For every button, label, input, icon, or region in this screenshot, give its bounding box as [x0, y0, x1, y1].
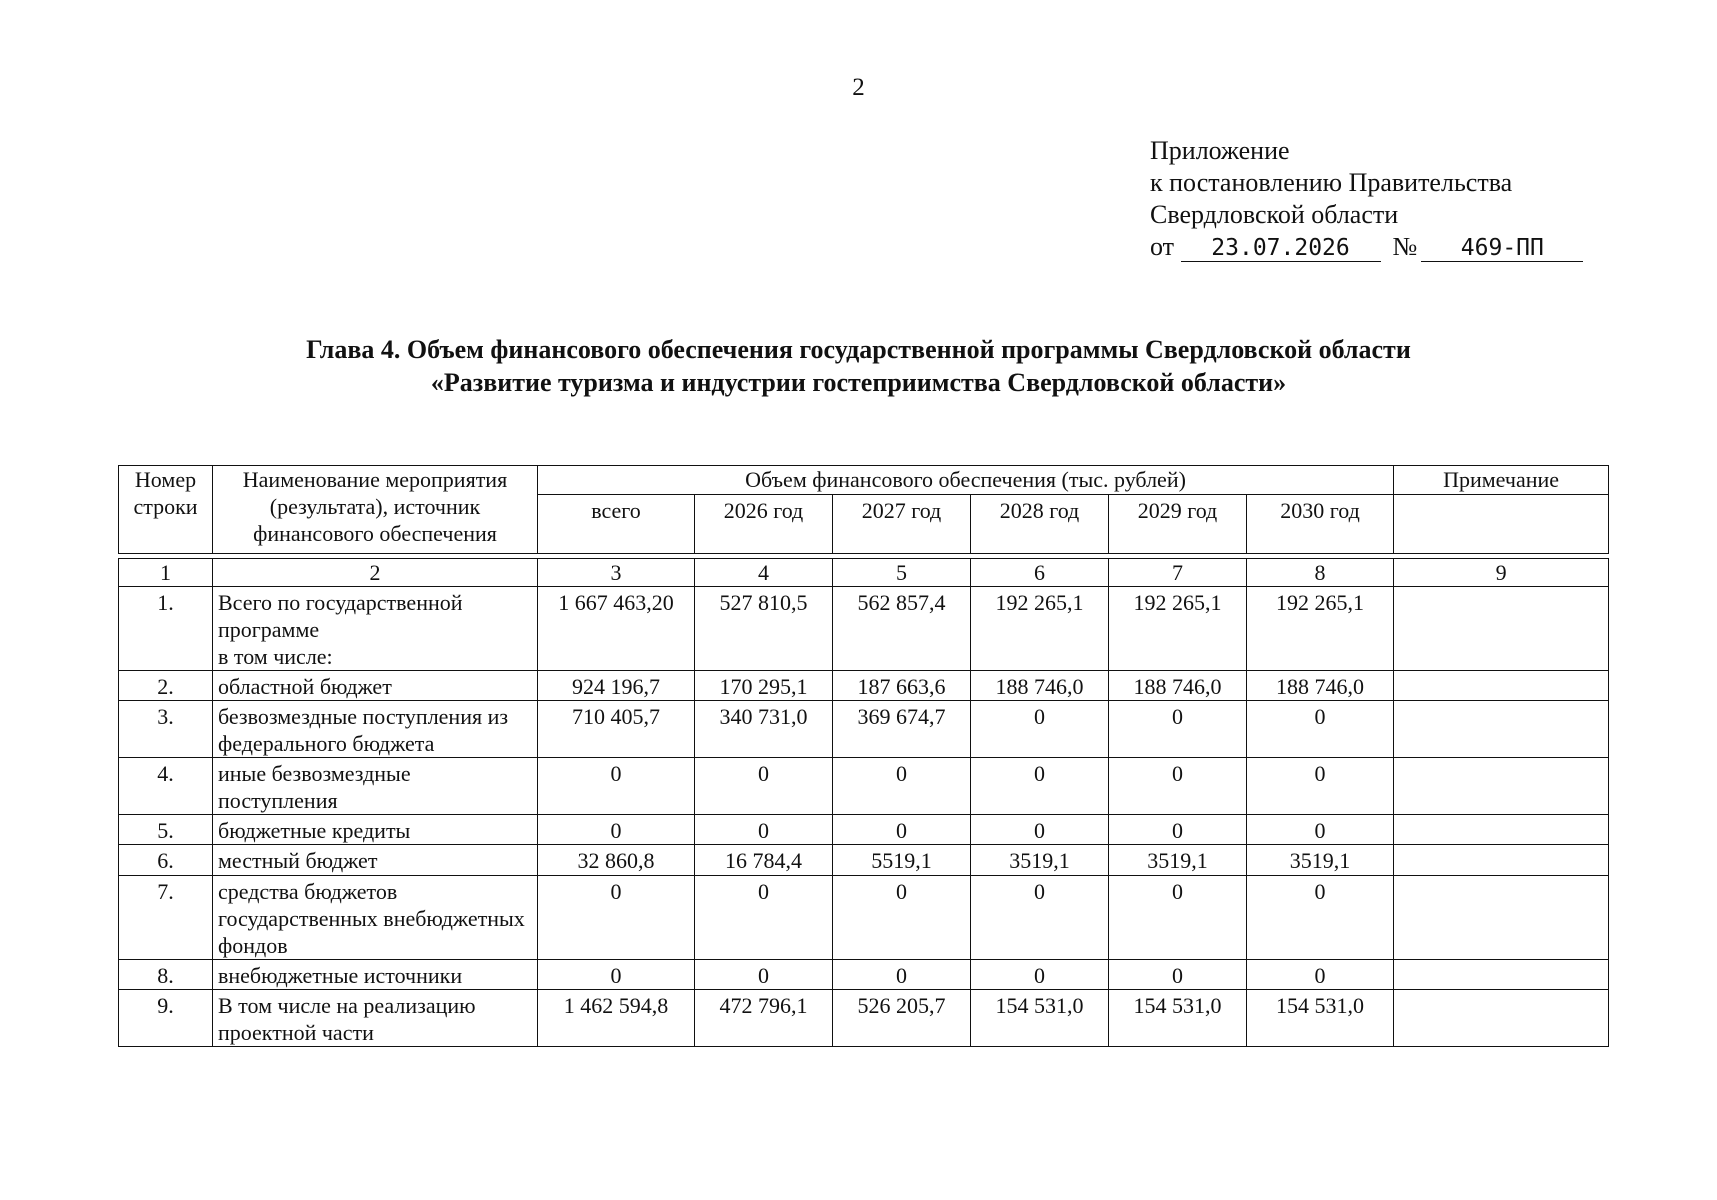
note-cell — [1394, 845, 1609, 876]
total-cell: 0 — [538, 758, 695, 815]
row-name-cell: иные безвозмездные поступления — [213, 758, 538, 815]
row-name-cell: бюджетные кредиты — [213, 815, 538, 845]
note-cell — [1394, 758, 1609, 815]
year-2028-cell: 0 — [971, 815, 1109, 845]
row-number-cell: 5. — [119, 815, 213, 845]
table-row — [119, 671, 1609, 701]
year-2029-cell: 0 — [1109, 815, 1247, 845]
year-2028-cell: 0 — [971, 758, 1109, 815]
table-row — [119, 587, 1609, 671]
note-cell — [1394, 990, 1609, 1047]
row-number-cell: 3. — [119, 701, 213, 758]
year-2030-cell: 188 746,0 — [1247, 671, 1394, 701]
year-2029-cell: 0 — [1109, 701, 1247, 758]
decree-date: 23.07.2026 — [1181, 235, 1381, 262]
row-name-cell: местный бюджет — [213, 845, 538, 876]
note-cell — [1394, 587, 1609, 671]
row-number-cell: 7. — [119, 876, 213, 960]
financing-table — [118, 465, 1609, 1047]
year-2030-cell: 192 265,1 — [1247, 587, 1394, 671]
approval-date-line — [1150, 231, 1583, 263]
approval-line-3: Свердловской области — [1150, 200, 1399, 229]
total-cell: 32 860,8 — [538, 845, 695, 876]
year-2029-cell: 0 — [1109, 960, 1247, 990]
table-row — [119, 815, 1609, 845]
year-2029-cell: 0 — [1109, 758, 1247, 815]
year-2026-cell: 0 — [695, 960, 833, 990]
year-2030-cell: 0 — [1247, 758, 1394, 815]
year-2028-cell: 188 746,0 — [971, 671, 1109, 701]
year-2026-cell: 0 — [695, 876, 833, 960]
year-2029-cell: 188 746,0 — [1109, 671, 1247, 701]
year-2027-cell: 0 — [833, 815, 971, 845]
column-number: 6 — [971, 559, 1109, 587]
year-2026-cell: 0 — [695, 815, 833, 845]
header-name: Наименование мероприятия (результата), источник финансового обеспечения — [213, 466, 538, 554]
row-name-cell: безвозмездные поступления из федерального бюджета — [213, 701, 538, 758]
year-2029-cell: 3519,1 — [1109, 845, 1247, 876]
total-cell: 924 196,7 — [538, 671, 695, 701]
year-2027-cell: 0 — [833, 960, 971, 990]
year-2029-cell: 192 265,1 — [1109, 587, 1247, 671]
note-cell — [1394, 671, 1609, 701]
year-2026-cell: 340 731,0 — [695, 701, 833, 758]
column-number: 2 — [213, 559, 538, 587]
note-cell — [1394, 815, 1609, 845]
column-number: 1 — [119, 559, 213, 587]
column-numbering-row — [119, 559, 1609, 587]
year-2027-cell: 187 663,6 — [833, 671, 971, 701]
year-2030-cell: 3519,1 — [1247, 845, 1394, 876]
total-cell: 1 667 463,20 — [538, 587, 695, 671]
note-cell — [1394, 876, 1609, 960]
total-cell: 710 405,7 — [538, 701, 695, 758]
table-row — [119, 960, 1609, 990]
year-2029-cell: 154 531,0 — [1109, 990, 1247, 1047]
title-line-1: Глава 4. Объем финансового обеспечения государственной программы Свердловской области — [306, 335, 1411, 364]
year-2026-cell: 472 796,1 — [695, 990, 833, 1047]
row-number-cell: 6. — [119, 845, 213, 876]
row-name-cell: В том числе на реализацию проектной части — [213, 990, 538, 1047]
table-row — [119, 845, 1609, 876]
header-2026: 2026 год — [695, 495, 833, 554]
header-2029: 2029 год — [1109, 495, 1247, 554]
date-prefix: от — [1150, 232, 1175, 261]
year-2027-cell: 0 — [833, 876, 971, 960]
title-line-2: «Развитие туризма и индустрии гостеприимства Свердловской области» — [430, 368, 1287, 397]
header-row-number: Номер строки — [119, 466, 213, 554]
header-note: Примечание — [1394, 466, 1609, 495]
year-2026-cell: 170 295,1 — [695, 671, 833, 701]
header-2027: 2027 год — [833, 495, 971, 554]
year-2029-cell: 0 — [1109, 876, 1247, 960]
row-number-cell: 9. — [119, 990, 213, 1047]
table-row — [119, 876, 1609, 960]
row-number-cell: 8. — [119, 960, 213, 990]
year-2027-cell: 5519,1 — [833, 845, 971, 876]
header-total: всего — [538, 495, 695, 554]
year-2026-cell: 0 — [695, 758, 833, 815]
approval-block — [1150, 135, 1583, 263]
year-2028-cell: 154 531,0 — [971, 990, 1109, 1047]
year-2028-cell: 0 — [971, 876, 1109, 960]
header-2028: 2028 год — [971, 495, 1109, 554]
total-cell: 0 — [538, 815, 695, 845]
column-number: 4 — [695, 559, 833, 587]
row-number-cell: 2. — [119, 671, 213, 701]
row-number-cell: 4. — [119, 758, 213, 815]
year-2027-cell: 562 857,4 — [833, 587, 971, 671]
note-cell — [1394, 701, 1609, 758]
column-number: 7 — [1109, 559, 1247, 587]
header-2030: 2030 год — [1247, 495, 1394, 554]
column-number: 5 — [833, 559, 971, 587]
table-row — [119, 758, 1609, 815]
decree-number: 469-ПП — [1421, 235, 1583, 262]
row-name-cell: областной бюджет — [213, 671, 538, 701]
row-name-cell: Всего по государственной программе в том числе: — [213, 587, 538, 671]
year-2030-cell: 0 — [1247, 815, 1394, 845]
note-cell — [1394, 960, 1609, 990]
table-row — [119, 701, 1609, 758]
row-name-cell: средства бюджетов государственных внебюджетных фондов — [213, 876, 538, 960]
approval-line-1: Приложение — [1150, 136, 1290, 165]
year-2028-cell: 0 — [971, 960, 1109, 990]
year-2030-cell: 0 — [1247, 960, 1394, 990]
total-cell: 1 462 594,8 — [538, 990, 695, 1047]
page-number: 2 — [852, 74, 865, 101]
approval-line-2: к постановлению Правительства — [1150, 168, 1513, 197]
total-cell: 0 — [538, 876, 695, 960]
number-sign: № — [1392, 232, 1418, 261]
year-2028-cell: 0 — [971, 701, 1109, 758]
total-cell: 0 — [538, 960, 695, 990]
year-2030-cell: 0 — [1247, 876, 1394, 960]
header-volume-group: Объем финансового обеспечения (тыс. рублей) — [538, 466, 1394, 495]
document-title — [0, 333, 1717, 399]
year-2026-cell: 16 784,4 — [695, 845, 833, 876]
column-number: 3 — [538, 559, 695, 587]
column-number: 9 — [1394, 559, 1609, 587]
row-name-cell: внебюджетные источники — [213, 960, 538, 990]
year-2028-cell: 3519,1 — [971, 845, 1109, 876]
year-2026-cell: 527 810,5 — [695, 587, 833, 671]
year-2030-cell: 0 — [1247, 701, 1394, 758]
year-2027-cell: 0 — [833, 758, 971, 815]
year-2027-cell: 526 205,7 — [833, 990, 971, 1047]
year-2030-cell: 154 531,0 — [1247, 990, 1394, 1047]
year-2028-cell: 192 265,1 — [971, 587, 1109, 671]
column-number: 8 — [1247, 559, 1394, 587]
table-row — [119, 990, 1609, 1047]
header-note-blank — [1394, 495, 1609, 554]
year-2027-cell: 369 674,7 — [833, 701, 971, 758]
row-number-cell: 1. — [119, 587, 213, 671]
